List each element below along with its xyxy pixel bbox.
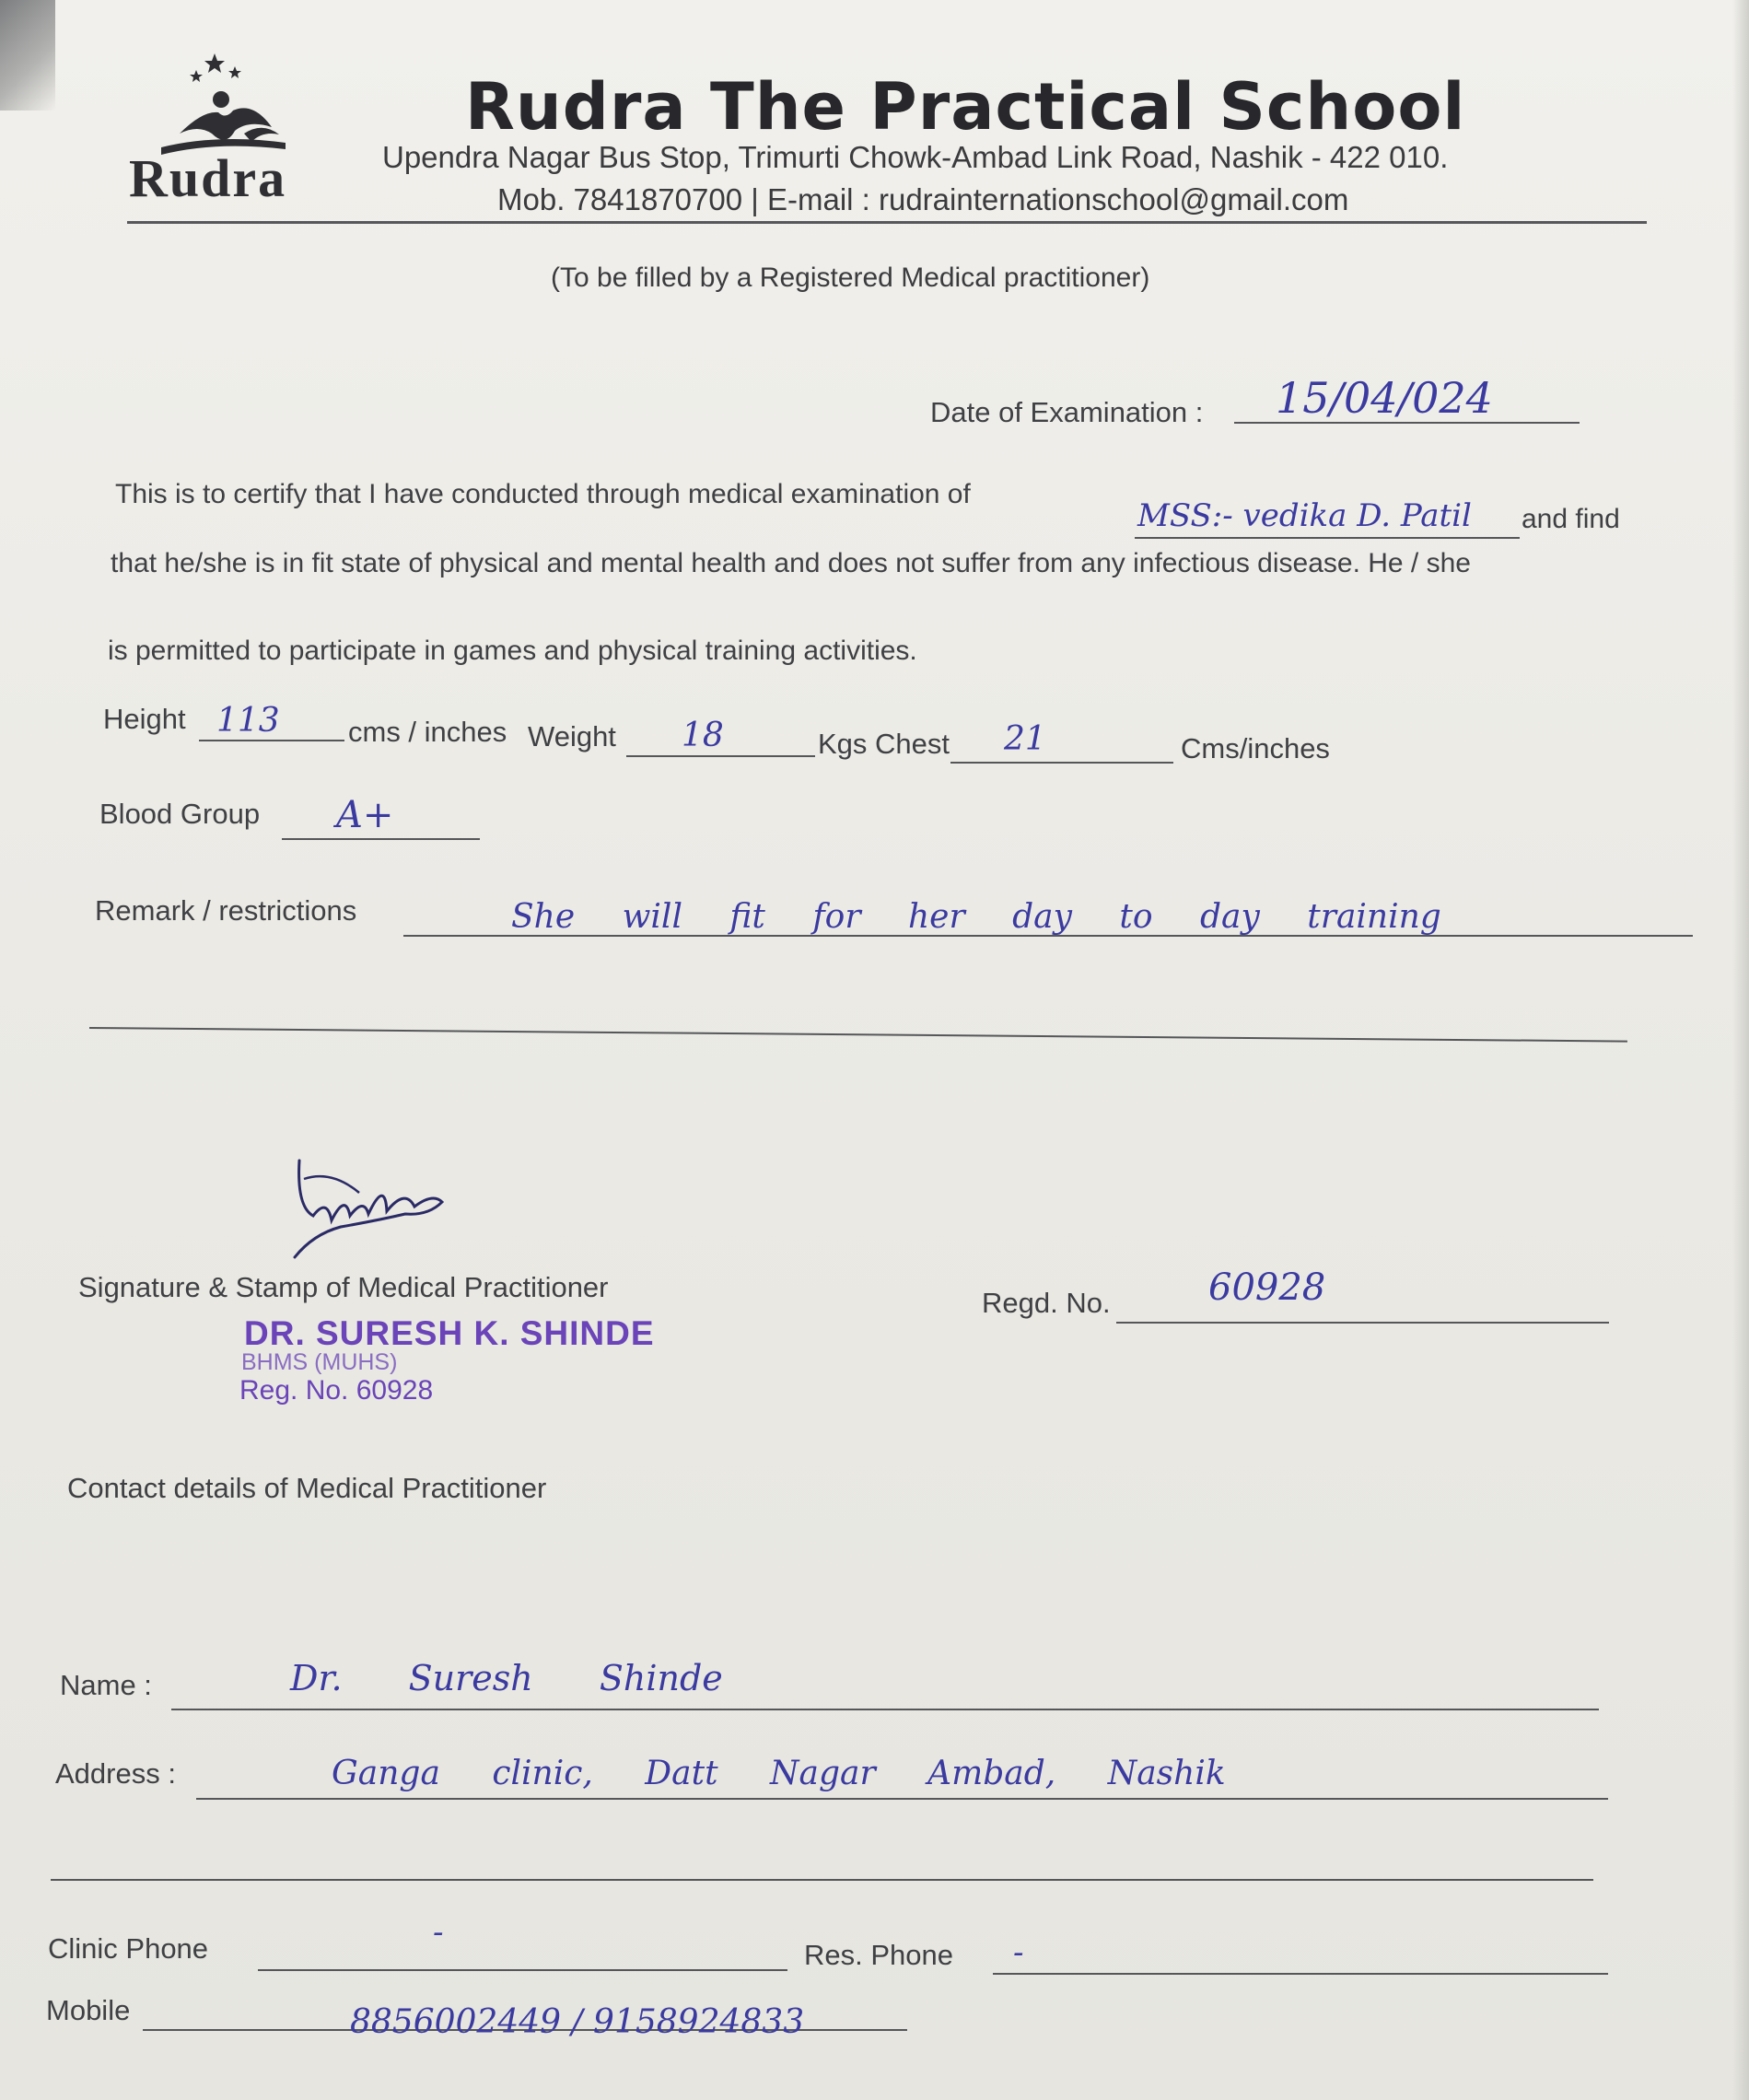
height-label: Height (103, 703, 186, 735)
weight-label: Weight (528, 720, 616, 752)
blood-group-line (282, 838, 480, 840)
certificate-suffix: and find (1522, 504, 1620, 534)
chest-line (950, 762, 1173, 764)
clinic-phone-value: - (433, 1914, 444, 1951)
certificate-line-3: is permitted to participate in games and physical training activities. (108, 636, 917, 666)
certificate-line-1 (115, 479, 971, 510)
remarks-line-2 (89, 1027, 1627, 1043)
school-name: Rudra The Practical School (465, 69, 1466, 145)
res-phone-value: - (1013, 1934, 1024, 1971)
chest-value: 21 (1004, 720, 1046, 758)
height-unit: cms / inches (348, 716, 507, 748)
blood-group-label: Blood Group (99, 798, 261, 830)
height-value: 113 (216, 702, 280, 740)
contact-heading: Contact details of Medical Practitioner (67, 1472, 547, 1504)
chest-label: Chest (875, 728, 950, 760)
school-contact: Mob. 7841870700 | E-mail : rudrainternationschool@gmail.com (497, 182, 1349, 216)
regd-value: 60928 (1208, 1266, 1326, 1309)
stamp-degree: BHMS (MUHS) (241, 1349, 398, 1375)
mobile-label: Mobile (46, 1994, 131, 2026)
weight-value: 18 (682, 717, 724, 754)
student-name: MSS:- vedika D. Patil (1137, 497, 1472, 534)
page-corner-shadow (0, 0, 55, 111)
signature-label: Signature & Stamp of Medical Practitioner (78, 1271, 609, 1303)
stamp-name: DR. SURESH K. SHINDE (244, 1314, 655, 1352)
clinic-phone-line (258, 1969, 787, 1971)
date-label: Date of Examination : (930, 396, 1204, 428)
name-line (171, 1709, 1599, 1710)
height-line (199, 740, 344, 741)
address-line (196, 1798, 1608, 1800)
logo-wordmark: Rudra (129, 148, 287, 208)
name-value: Dr. Suresh Shinde (290, 1658, 723, 1698)
res-phone-label: Res. Phone (804, 1939, 953, 1971)
page-edge-shadow (1732, 0, 1749, 2100)
form-instruction: (To be filled by a Registered Medical practitioner) (551, 262, 1150, 293)
remarks-label: Remark / restrictions (95, 894, 357, 927)
name-label: Name : (60, 1669, 152, 1701)
certificate-line-2: that he/she is in fit state of physical and mental health and does not suffer from any infectious disease. He / she (111, 548, 1471, 578)
certificate-prefix: This is to certify that I have conducted through medical examination of (115, 479, 971, 509)
stamp-registration: Reg. No. 60928 (239, 1375, 434, 1406)
clinic-phone-label: Clinic Phone (48, 1932, 209, 1965)
weight-unit: Kgs (818, 728, 868, 760)
address-line-2 (51, 1879, 1593, 1881)
address-value: Ganga clinic, Datt Nagar Ambad, Nashik (332, 1755, 1226, 1792)
res-phone-line (993, 1973, 1608, 1975)
address-label: Address : (55, 1757, 176, 1790)
school-address: Upendra Nagar Bus Stop, Trimurti Chowk-Ambad Link Road, Nashik - 422 010. (382, 140, 1449, 174)
regd-label: Regd. No. (982, 1287, 1111, 1319)
date-value: 15/04/024 (1276, 373, 1493, 423)
weight-line (626, 755, 815, 757)
chest-unit: Cms/inches (1181, 732, 1330, 764)
practitioner-signature (276, 1142, 461, 1271)
remarks-value: She will fit for her day to day training (511, 898, 1441, 936)
header-divider (127, 221, 1647, 224)
blood-group-value: A+ (336, 794, 394, 836)
mobile-value: 8856002449 / 9158924833 (350, 2003, 805, 2041)
student-name-line (1135, 537, 1520, 539)
regd-line (1116, 1322, 1609, 1324)
